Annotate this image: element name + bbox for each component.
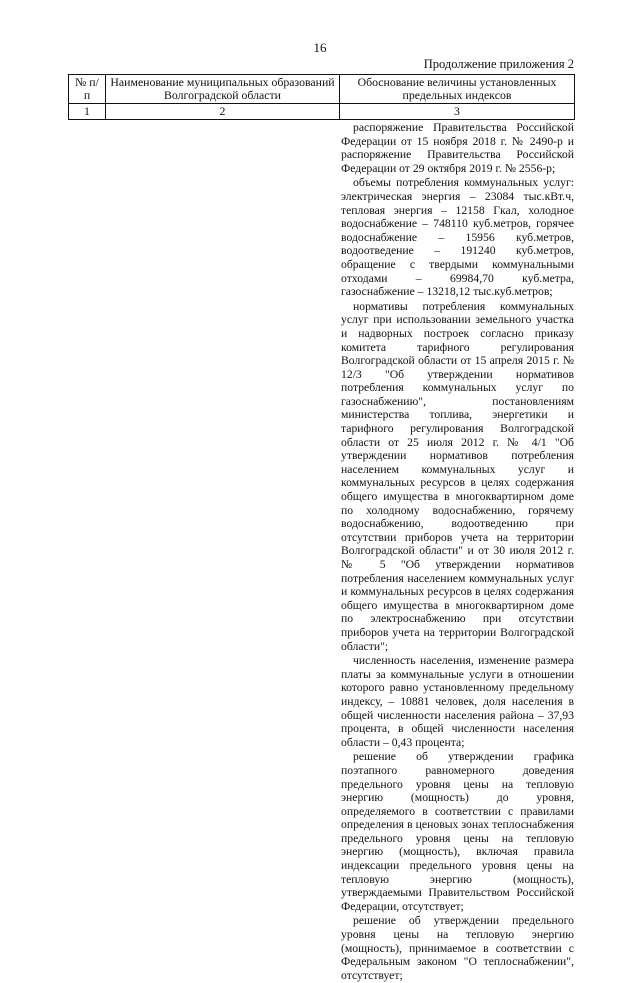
paragraph-rasporyazhenie: распоряжение Правительства Российской Федерации от 15 ноября 2018 г. № 2490-р и распоряжение Правительства Российской Федерации от 29 октября 2019 г. № 2556-р; (341, 121, 574, 175)
header-cell-justification: Обоснование величины установленных предельных индексов (340, 75, 575, 104)
paragraph-volumes: объемы потребления коммунальных услуг: электрическая энергия – 23084 тыс.кВт.ч, тепловая энергия – 12158 Гкал, холодное водоснабжение – 748110 куб.метров, горячее водоснабжение – 15956 куб.метров, водоотведение – 191240 куб.метров, обращение с твердыми коммунальными отходами – 69984,70 куб.метра, газоснабжение – 13218,12 тыс.куб.метров; (341, 176, 574, 299)
paragraph-price-level: решение об утверждении предельного уровня цены на тепловую энергию (мощность), принимаемое в соответствии с Федеральным законом "О теплоснабжении", отсутствует; (341, 914, 574, 982)
paragraph-population: численность населения, изменение размера платы за коммунальные услуги в отношении которого равно установленному предельному индексу, – 10881 человек, доля населения в общей численности населения района – 37,93 процента, в общей численности населения области – 0,43 процента; (341, 654, 574, 749)
header-table (68, 74, 575, 120)
continuation-label: Продолжение приложения 2 (423, 57, 574, 71)
justification-column (341, 121, 574, 983)
page-number: 16 (313, 40, 327, 55)
column-number-1: 1 (69, 104, 106, 120)
paragraph-norms: нормативы потребления коммунальных услуг при использовании земельного участка и надворных построек согласно приказу комитета тарифного регулирования Волгоградской области от 15 апреля 2015 г. № 12/3 "Об утверждении нормативов потребления коммунальных услуг по газоснабжению", постановлениям министерства топлива, энергетики и тарифного регулирования Волгоградской области от 25 июля 2012 г. № 4/1 "Об утверждении нормативов потребления населением коммунальных услуг и коммунальных ресурсов в целях содержания общего имущества в многоквартирном доме по холодному водоснабжению, горячему водоснабжению, водоотведению при отсутствии приборов учета на территории Волгоградской области" и от 30 июля 2012 г. № 5 "Об утверждении нормативов потребления населением коммунальных услуг и коммунальных ресурсов в целях содержания общего имущества в многоквартирном доме по электроснабжению при отсутствии приборов учета на территории Волгоградской области"; (341, 299, 574, 653)
header-cell-number: № п/п (69, 75, 106, 104)
column-number-2: 2 (106, 104, 340, 120)
column-number-row (69, 104, 575, 120)
header-row (69, 75, 575, 104)
header-cell-municipality: Наименование муниципальных образований Волгоградской области (106, 75, 340, 104)
paragraph-schedule: решение об утверждении графика поэтапного равномерного доведения предельного уровня цены на тепловую энергию (мощность) до уровня, определяемого в соответствии с правилами определения в ценовых зонах теплоснабжения предельного уровня цены на тепловую энергию (мощность), включая правила индексации предельного уровня цены на тепловую энергию (мощность), утверждаемыми Правительством Российской Федерации, отсутствует; (341, 750, 574, 913)
column-number-3: 3 (340, 104, 575, 120)
